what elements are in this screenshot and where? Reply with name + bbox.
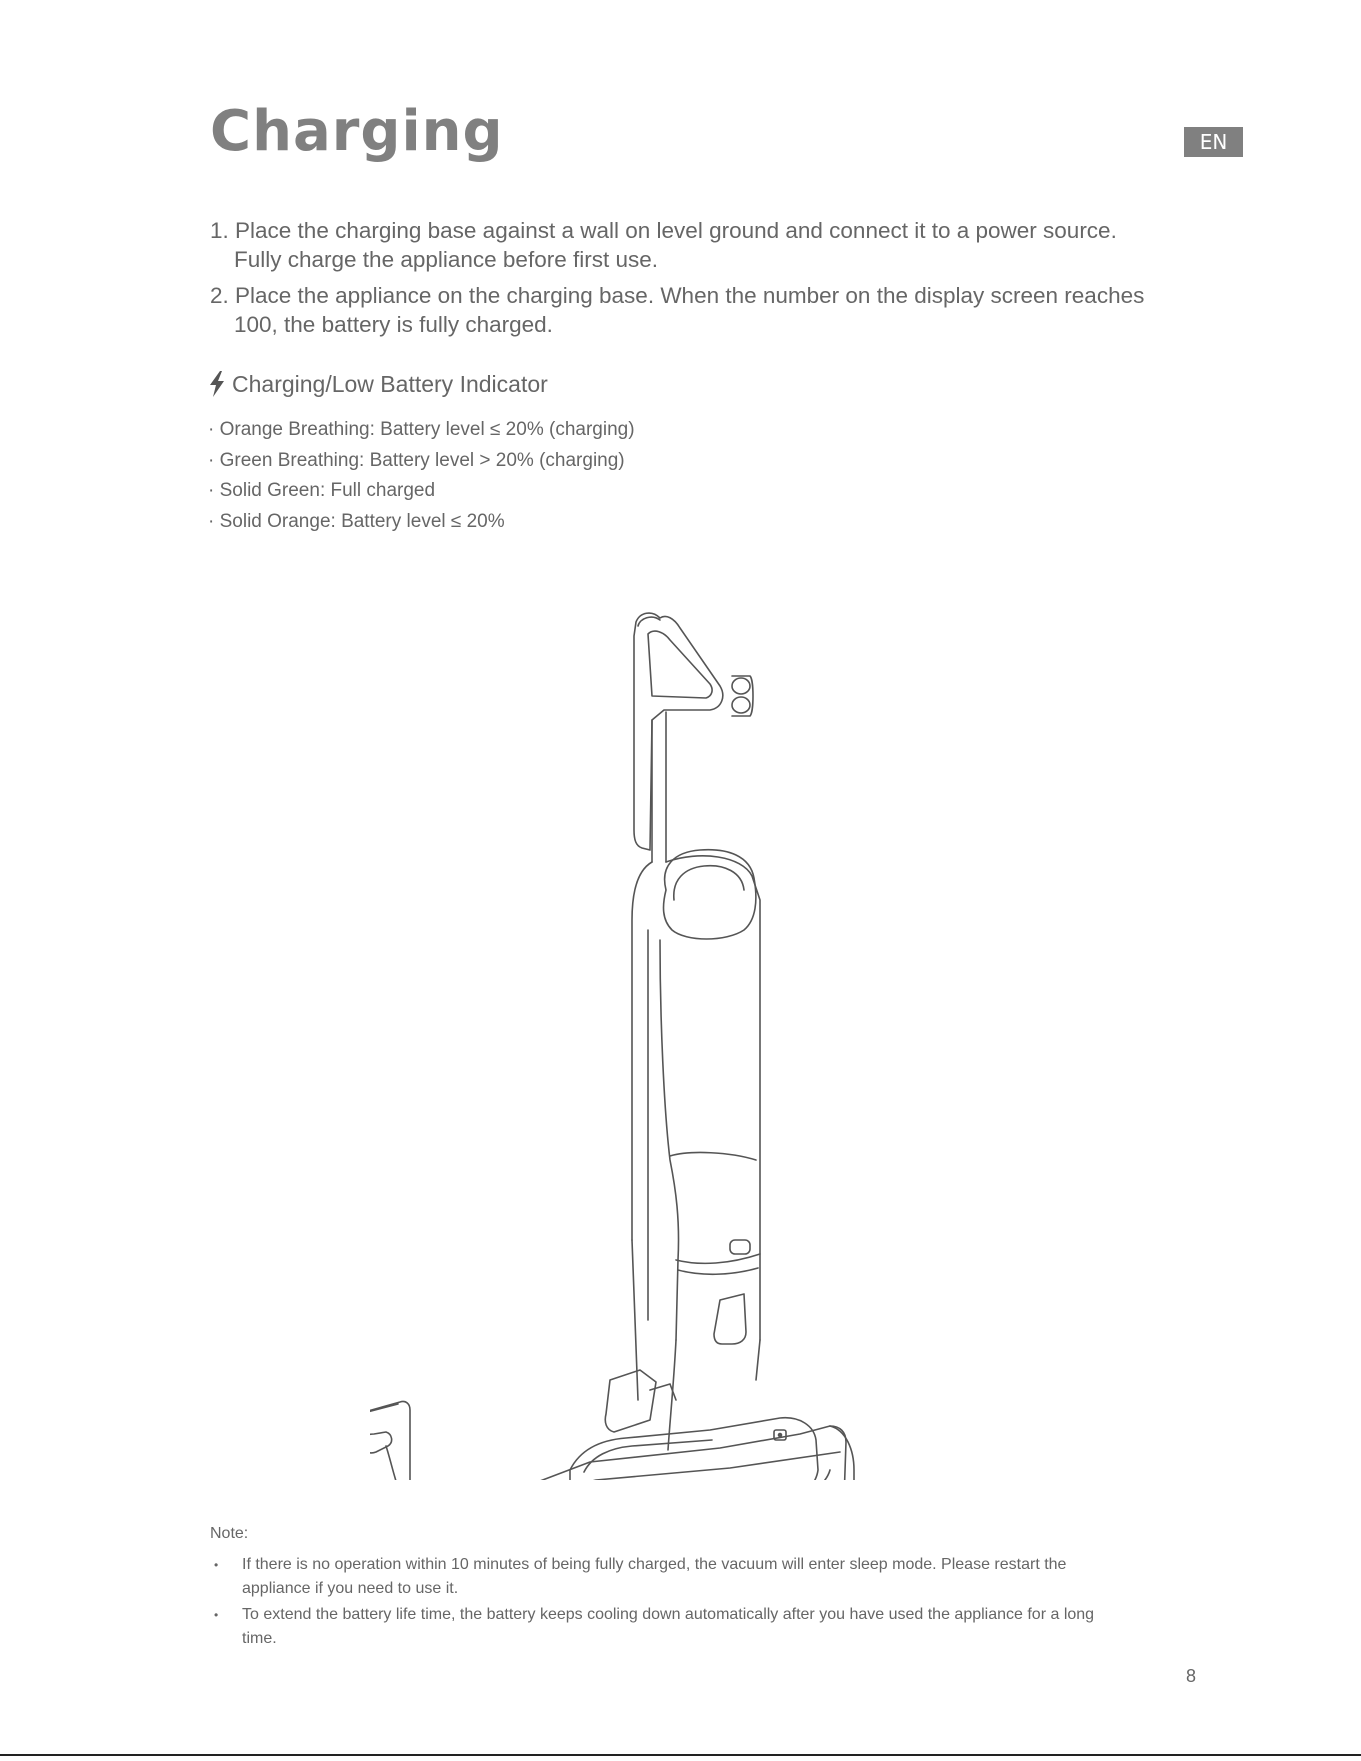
note-item: • To extend the battery life time, the battery keeps cooling down automatically after you have used the appliance for a long time. [210,1603,1110,1651]
indicator-item: · Solid Green: Full charged [208,480,436,501]
language-badge: EN [1184,127,1243,157]
note-label: Note: [210,1525,249,1542]
bottom-rule [0,1754,1361,1756]
page-number: 8 [1186,1666,1197,1686]
instruction-steps [210,216,1150,346]
note-list [210,1553,1110,1653]
indicator-heading [208,370,548,398]
indicator-heading-text: Charging/Low Battery Indicator [232,371,548,397]
vacuum-on-charging-base-illustration [370,600,890,1480]
step-1: 1. Place the charging base against a wall on level ground and connect it to a power source. Fully charge the appliance before first use. [210,218,1117,272]
step-2: 2. Place the appliance on the charging base. When the number on the display screen reaches 100, the battery is fully charged. [210,283,1145,337]
note-item: • If there is no operation within 10 minutes of being fully charged, the vacuum will enter sleep mode. Please restart the appliance if you need to use it. [210,1553,1110,1601]
indicator-item: · Solid Orange: Battery level ≤ 20% [208,510,505,532]
lightning-bolt-icon [208,371,226,397]
indicator-list [208,415,635,537]
indicator-item: · Green Breathing: Battery level > 20% (charging) [208,449,625,471]
page-title: Charging [210,99,504,164]
indicator-item: · Orange Breathing: Battery level ≤ 20% (charging) [208,419,635,440]
